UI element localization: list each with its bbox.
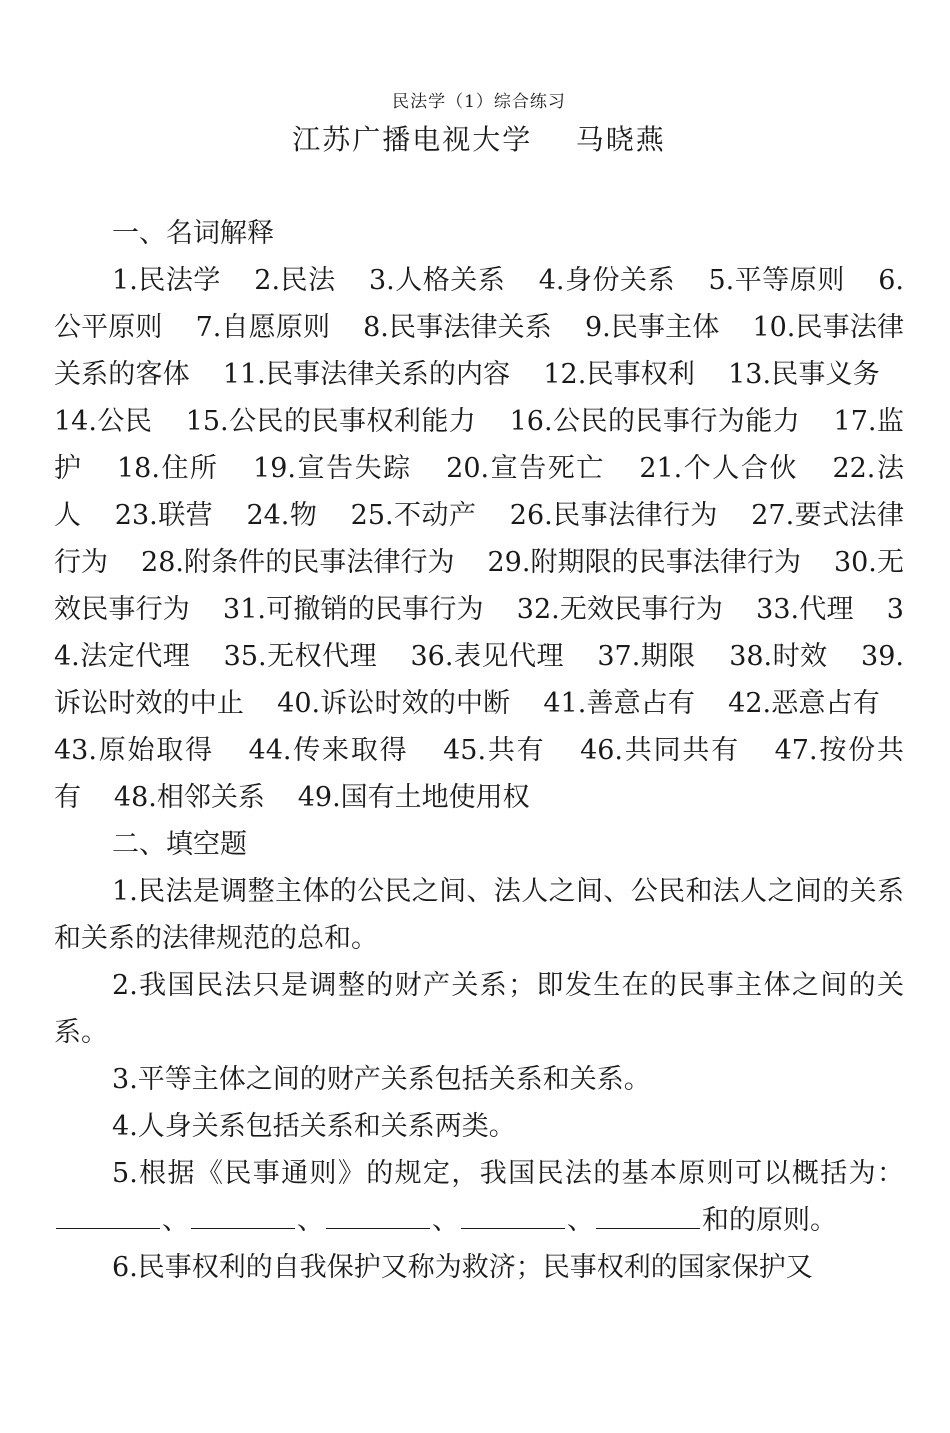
- term-item: 19.宣告失踪: [253, 453, 412, 484]
- answer-blank[interactable]: [56, 1198, 160, 1229]
- term-item: 29.附期限的民事法律行为: [487, 547, 802, 578]
- term-item: 3.人格关系: [369, 265, 506, 296]
- blank-separator: 、: [567, 1205, 594, 1236]
- term-item: 6.公平原则: [54, 265, 905, 343]
- term-item: 28.附条件的民事法律行为: [141, 547, 455, 578]
- term-item: 11.民事法律关系的内容: [222, 359, 511, 390]
- term-item: 34.法定代理: [54, 594, 904, 672]
- term-item: 44.传来取得: [248, 735, 409, 766]
- term-item: 30.无效民事行为: [54, 547, 904, 625]
- term-item: 20.宣告死亡: [446, 453, 605, 484]
- blank-separator: 、: [162, 1205, 189, 1236]
- author-line: 江苏广播电视大学 马晓燕: [292, 123, 666, 156]
- term-item: 14.公民: [54, 406, 153, 437]
- question-6: 6.民事权利的自我保护又称为救济；民事权利的国家保护又: [112, 1252, 813, 1283]
- answer-blank[interactable]: [461, 1198, 565, 1229]
- term-item: 5.平等原则: [708, 265, 845, 296]
- term-item: 15.公民的民事权利能力: [185, 406, 477, 437]
- term-item: 23.联营: [114, 500, 214, 531]
- term-item: 48.相邻关系: [113, 782, 265, 813]
- term-item: 46.共同共有: [580, 735, 740, 766]
- section-heading-fill-blanks: 二、填空题: [112, 829, 248, 860]
- term-item: 43.原始取得: [54, 735, 214, 766]
- term-item: 16.公民的民事行为能力: [509, 406, 801, 437]
- term-item: 22.法人: [54, 453, 904, 531]
- terms-list: [54, 257, 904, 821]
- question-5: [54, 1150, 904, 1244]
- term-item: 18.住所: [117, 453, 219, 484]
- term-item: 24.物: [246, 500, 318, 531]
- answer-blank[interactable]: [326, 1198, 430, 1229]
- term-item: 8.民事法律关系: [363, 312, 552, 343]
- term-item: 27.要式法律行为: [54, 500, 904, 578]
- term-item: 7.自愿原则: [195, 312, 331, 343]
- term-item: 39.诉讼时效的中止: [54, 641, 904, 719]
- term-item: 1.民法学: [112, 265, 221, 296]
- term-item: 2.民法: [254, 265, 336, 296]
- term-item: 25.不动产: [350, 500, 477, 531]
- section-terms: [54, 210, 904, 821]
- section-fill-blanks: [54, 821, 904, 1291]
- term-item: 17.监护: [54, 406, 904, 484]
- term-item: 4.身份关系: [538, 265, 676, 296]
- blank-separator: 、: [432, 1205, 459, 1236]
- document-title: 民法学（1）综合练习: [392, 92, 566, 112]
- term-item: 33.代理: [756, 594, 854, 625]
- question-2: 2.我国民法只是调整的财产关系；即发生在的民事主体之间的关系。: [54, 970, 904, 1048]
- question-1: 1.民法是调整主体的公民之间、法人之间、公民和法人之间的关系和关系的法律规范的总和。: [54, 876, 904, 954]
- term-item: 45.共有: [443, 735, 546, 766]
- question-4: 4.人身关系包括关系和关系两类。: [112, 1111, 516, 1142]
- term-item: 21.个人合伙: [639, 453, 799, 484]
- term-item: 10.民事法律关系的客体: [54, 312, 904, 390]
- document-page: [54, 88, 904, 1291]
- term-item: 38.时效: [729, 641, 828, 672]
- term-item: 37.期限: [597, 641, 696, 672]
- answer-blank[interactable]: [596, 1198, 700, 1229]
- term-item: 12.民事权利: [543, 359, 696, 390]
- term-item: 41.善意占有: [543, 688, 696, 719]
- term-item: 9.民事主体: [584, 312, 720, 343]
- term-item: 35.无权代理: [223, 641, 378, 672]
- term-item: 26.民事法律行为: [509, 500, 718, 531]
- term-item: 32.无效民事行为: [516, 594, 724, 625]
- term-item: 47.按份共有: [54, 735, 904, 813]
- question-5-text: 5.根据《民事通则》的规定，我国民法的基本原则可以概括为：: [112, 1158, 904, 1189]
- term-item: 36.表见代理: [410, 641, 564, 672]
- term-item: 49.国有土地使用权: [297, 782, 530, 813]
- term-item: 42.恶意占有: [728, 688, 880, 719]
- term-item: 13.民事义务: [728, 359, 880, 390]
- blank-separator: 、: [297, 1205, 324, 1236]
- section-heading-terms: 一、名词解释: [112, 218, 275, 249]
- term-item: 40.诉讼时效的中断: [277, 688, 511, 719]
- answer-blank[interactable]: [191, 1198, 295, 1229]
- term-item: 31.可撤销的民事行为: [223, 594, 484, 625]
- question-5-ending: 和的原则。: [702, 1205, 837, 1236]
- question-3: 3.平等主体之间的财产关系包括关系和关系。: [112, 1064, 651, 1095]
